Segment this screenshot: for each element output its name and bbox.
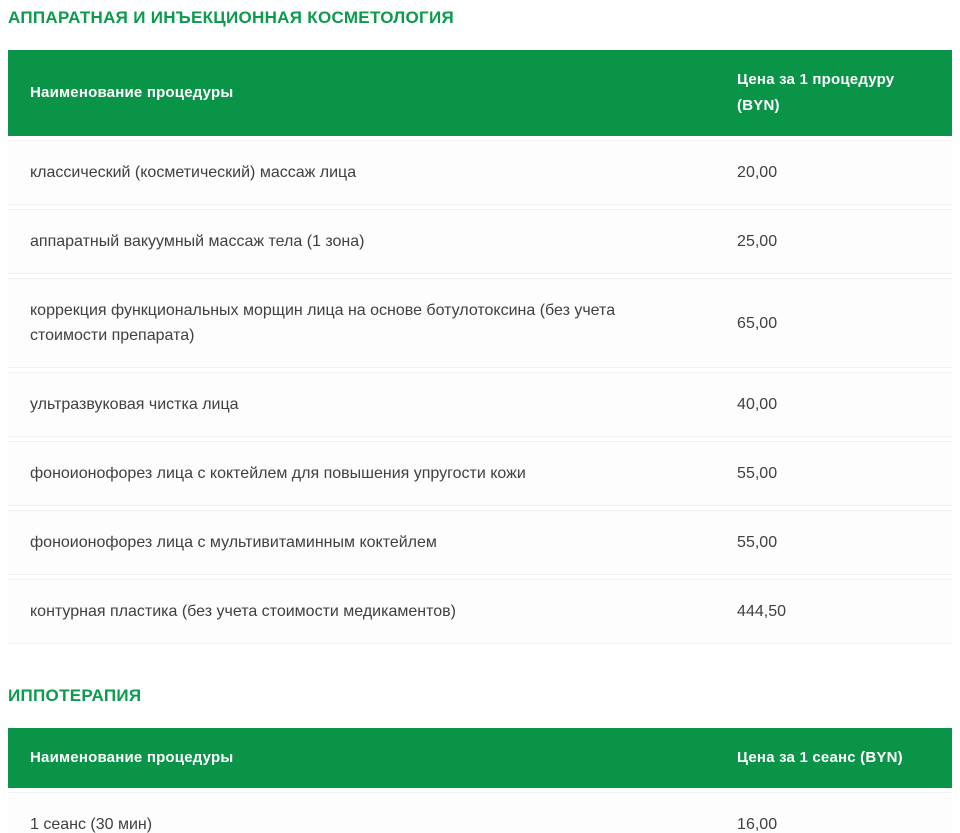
table-header (8, 50, 952, 136)
table-row (8, 278, 952, 368)
price-cell: 55,00 (715, 510, 952, 575)
procedure-name-cell: ультразвуковая чистка лица (8, 372, 715, 437)
price-cell: 55,00 (715, 441, 952, 506)
table-row (8, 792, 952, 833)
column-header-procedure-name: Наименование процедуры (8, 728, 715, 788)
column-header-procedure-name: Наименование процедуры (8, 50, 715, 136)
price-cell: 20,00 (715, 140, 952, 205)
procedure-name-cell: аппаратный вакуумный массаж тела (1 зона) (8, 209, 715, 274)
table-row (8, 441, 952, 506)
hippotherapy-price-table (8, 724, 952, 833)
procedure-name-cell: контурная пластика (без учета стоимости медикаментов) (8, 579, 715, 644)
header-row (8, 50, 952, 136)
procedure-name-cell: фоноионофорез лица с мультивитаминным коктейлем (8, 510, 715, 575)
table-row (8, 209, 952, 274)
price-cell: 444,50 (715, 579, 952, 644)
header-row (8, 728, 952, 788)
price-cell: 16,00 (715, 792, 952, 833)
table-row (8, 140, 952, 205)
table-header (8, 728, 952, 788)
cosmetology-price-table (8, 46, 952, 648)
procedure-name-cell: коррекция функциональных морщин лица на основе ботулотоксина (без учета стоимости препарата) (8, 278, 715, 368)
table-row (8, 510, 952, 575)
section-title-cosmetology: АППАРАТНАЯ И ИНЪЕКЦИОННАЯ КОСМЕТОЛОГИЯ (8, 8, 455, 27)
column-header-price: Цена за 1 сеанс (BYN) (715, 728, 952, 788)
section-title-hippotherapy: ИППОТЕРАПИЯ (8, 686, 142, 705)
column-header-price: Цена за 1 процедуру (BYN) (715, 50, 952, 136)
table-row (8, 372, 952, 437)
procedure-name-cell: фоноионофорез лица с коктейлем для повышения упругости кожи (8, 441, 715, 506)
price-cell: 40,00 (715, 372, 952, 437)
price-cell: 25,00 (715, 209, 952, 274)
table-row (8, 579, 952, 644)
price-cell: 65,00 (715, 278, 952, 368)
procedure-name-cell: классический (косметический) массаж лица (8, 140, 715, 205)
procedure-name-cell: 1 сеанс (30 мин) (8, 792, 715, 833)
